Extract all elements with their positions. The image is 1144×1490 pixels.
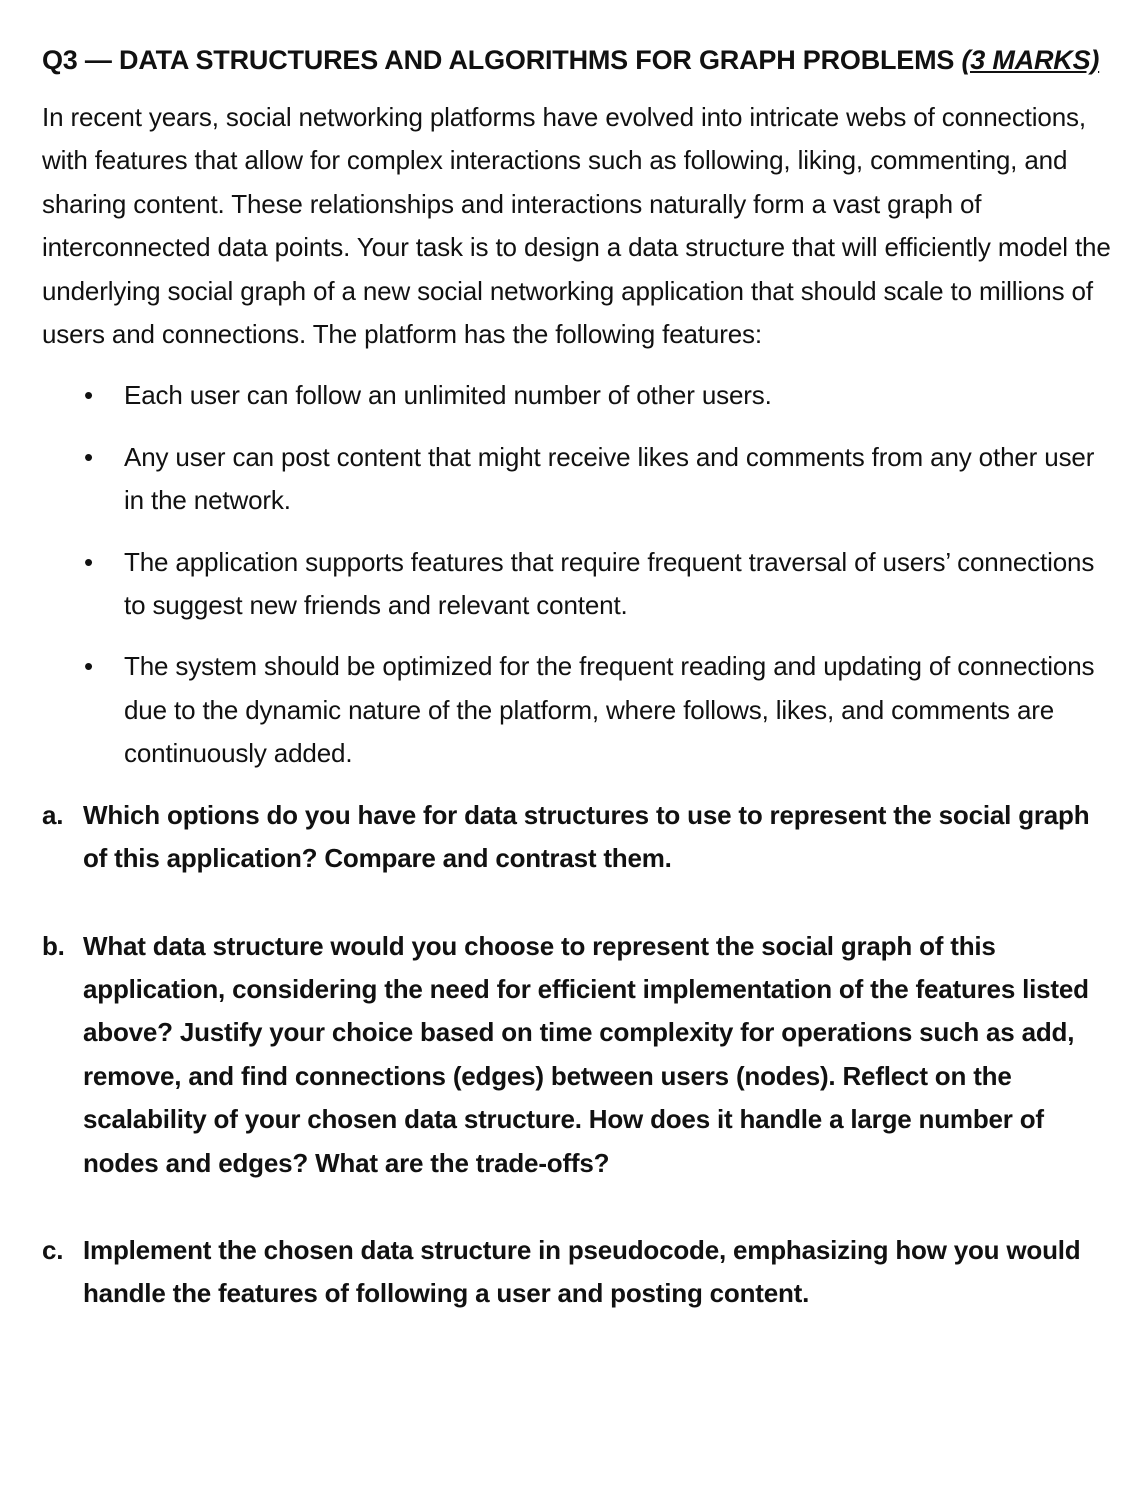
sub-question-b bbox=[42, 925, 1112, 1185]
feature-list bbox=[42, 374, 1112, 775]
bullet-icon: • bbox=[84, 380, 93, 411]
feature-text: Each user can follow an unlimited number of other users. bbox=[124, 380, 772, 411]
feature-text: Any user can post content that might receive likes and comments from any other user in the network. bbox=[124, 441, 1095, 516]
sub-question-label: b. bbox=[42, 930, 65, 961]
feature-item bbox=[42, 645, 1112, 775]
document-page bbox=[42, 38, 1112, 1316]
feature-text: The application supports features that require frequent traversal of users’ connections to suggest new friends and relevant content. bbox=[124, 546, 1095, 621]
sub-question-text: What data structure would you choose to represent the social graph of this application, considering the need for efficient implementation of the features listed above? Justify your choice based on time complexity for operations such as add, remove, and find connections (edges) between users (nodes). Reflect on the scalability of your chosen data structure. How does it handle a large number of nodes and edges? What are the trade-offs? bbox=[83, 930, 1089, 1178]
sub-question-label: a. bbox=[42, 799, 64, 830]
feature-item bbox=[42, 436, 1112, 523]
sub-question-text: Implement the chosen data structure in pseudocode, emphasizing how you would handle the features of following a user and posting content. bbox=[83, 1234, 1081, 1309]
heading-marks: (3 MARKS) bbox=[961, 45, 1100, 75]
question-heading bbox=[42, 38, 1112, 82]
sub-question-list bbox=[42, 794, 1112, 1316]
heading-title: Q3 — DATA STRUCTURES AND ALGORITHMS FOR GRAPH PROBLEMS bbox=[42, 45, 962, 75]
bullet-icon: • bbox=[84, 651, 93, 682]
bullet-icon: • bbox=[84, 546, 93, 577]
feature-item bbox=[42, 541, 1112, 628]
intro-paragraph: In recent years, social networking platforms have evolved into intricate webs of connections, with features that allow for complex interactions such as following, liking, commenting, and sharing content. These relationships and interactions naturally form a vast graph of interconnected data points. Your task is to design a data structure that will efficiently model the underlying social graph of a new social networking application that should scale to millions of users and connections. The platform has the following features: bbox=[42, 102, 1111, 350]
sub-question-a bbox=[42, 794, 1112, 881]
bullet-icon: • bbox=[84, 441, 93, 472]
sub-question-text: Which options do you have for data structures to use to represent the social graph of this application? Compare and contrast them. bbox=[83, 799, 1090, 874]
sub-question-c bbox=[42, 1229, 1112, 1316]
feature-text: The system should be optimized for the frequent reading and updating of connections due to the dynamic nature of the platform, where follows, likes, and comments are continuously added. bbox=[124, 651, 1095, 769]
sub-question-label: c. bbox=[42, 1234, 64, 1265]
feature-item bbox=[42, 374, 1112, 417]
